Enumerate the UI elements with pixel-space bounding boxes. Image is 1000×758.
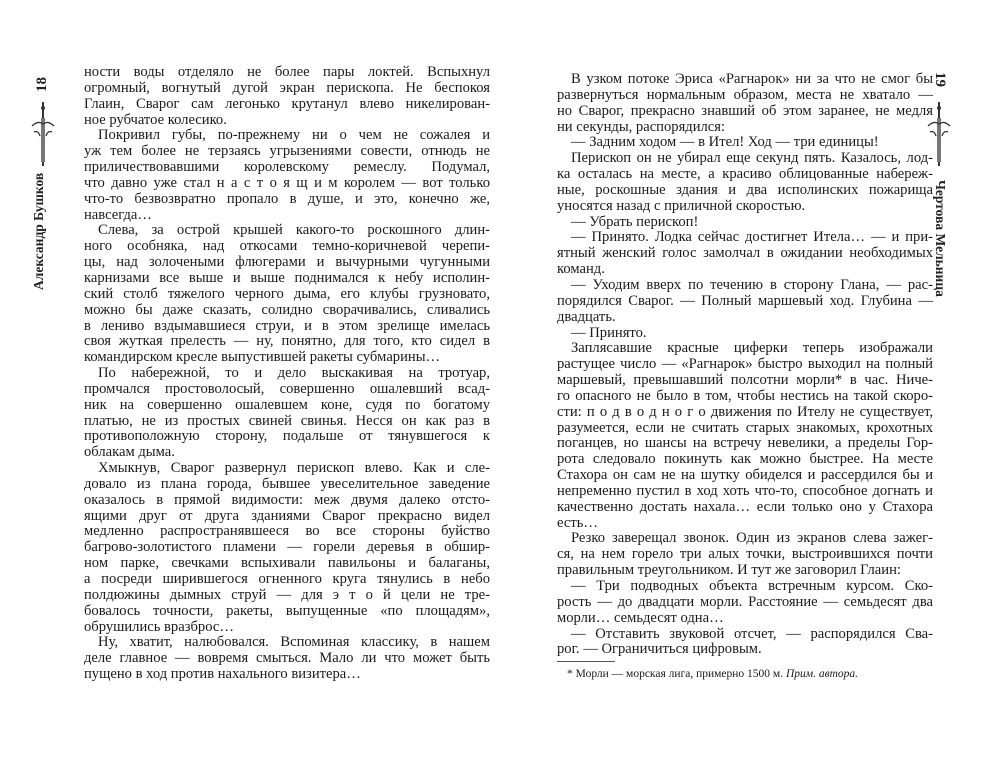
text-line: ные, роскошные здания и два исполинских пожарища [557,182,933,198]
right-running-head [931,180,949,297]
text-line: поганцев, но шансы на встречу невелики, а пределы Гор- [557,436,933,452]
text-line: сти: п о д в о д н о г о движения по Ителу не существует, [557,404,933,420]
text-line: рог. — Ограничиться цифровым. [557,642,762,658]
text-line: деле главное — вовремя смыться. Мало ли что может быть [84,651,490,667]
text-line: Слева, за острой крышей какого-то роскошного длин- [98,223,490,239]
text-line: — Уходим вверх по течению в сторону Глана, — рас- [571,277,933,293]
text-line: — Отставить звуковой отсчет, — распорядился Сва- [571,626,933,642]
text-line: — Принято. Лодка сейчас достигнет Итела… — и при- [571,230,933,246]
text-line: ский столб тяжелого черного дыма, его клубы грузновато, [84,286,490,302]
footnote-note: Прим. автора. [785,668,859,680]
left-page-body [84,65,490,683]
text-line: го опасного не было в том, чтобы нестись на такой скоро- [557,388,933,404]
text-line: пущено в ход против нахального визитера… [84,667,361,683]
text-line: приличествовавшими королевскому ремеслу. Подумал, [84,160,490,176]
right-page-body [557,72,933,658]
paragraph [557,326,933,342]
paragraph [557,72,933,135]
text-line: командирском кресле выпустившей ракеты субмарины… [84,350,441,366]
text-line: что-то безвозвратно пропало в душе, и это, конечно же, [84,191,490,207]
text-line: Глаин, Сварог сам легонько крутанул влево никелирован- [84,96,490,112]
page-number-text: 18 [34,77,50,92]
footnote-divider [557,661,615,662]
text-line: ящими друг от друга зданиями Сварог прекрасно видел [84,508,490,524]
text-line: ка осталась на месте, а красиво облицованные набереж- [557,167,933,183]
text-line: обрушились вразброс… [84,619,234,635]
text-line: Перископ он не убирал еще секунд пять. Казалось, лод- [571,151,933,167]
text-line: правильным треугольником. И тут же заговорил Глаин: [557,563,901,579]
text-line: Ну, хватит, налюбовался. Вспоминая классику, в нашем [98,635,490,651]
text-line: промчался простоволосый, совершенно ошалевший всад- [84,381,490,397]
text-line: уносятся назад с приличной скоростью. [557,198,806,214]
text-line: ности воды отделяло не более пары локтей. Вспыхнул [84,65,490,80]
text-line: а посреди ширившегося огненного круга тянулись в небо [84,572,490,587]
text-line: что давно уже стал н а с т о я щ и м королем — вот только [84,175,490,191]
paragraph [557,531,933,579]
text-line: растущее число — «Рагнарок» быстро выходил на полный [557,357,933,373]
text-line: ятный женский голос замолчал в ожидании необходимых [557,246,933,262]
text-line: команд. [557,262,605,278]
text-line: качественно достать нахала… если только оно у Стахора [557,499,933,515]
text-line: непременно пустил в ход хоть что-то, способное догнать и [557,483,933,499]
text-line: ном парке, свечками вспыхивали павильоны и балаганы, [84,556,490,572]
paragraph [84,461,490,635]
paragraph [84,223,490,366]
text-line: рость — до двадцати морли. Расстояние — семьдесят два [557,594,933,610]
text-line: ни секунды, распорядился: [557,119,726,135]
text-line: двадцать. [557,309,616,325]
text-line: разумеется, если не считать старых знакомых, крохотных [557,420,933,436]
author-name: Александр Бушков [31,172,46,290]
text-line: Хмыкнув, Сварог развернул перископ влево. Как и сле- [98,461,490,477]
text-line: навсегда… [84,207,152,223]
text-line: платью, не из простых свиней свинья. Несся он как раз в [84,413,490,429]
text-line: По набережной, то и дело выскакивая на тротуар, [98,366,490,382]
text-line: Стахора он сам не на шутку обиделся и рассердился бы и [557,468,933,484]
text-line: — Принято. [571,325,647,341]
text-line: уж тем более не терзаясь угрызениями совести, отнюдь не [84,144,490,160]
left-page-number [33,77,51,92]
text-line: ного особняка, над откосами темно-коричневой черепи- [84,239,490,255]
text-line: полдюжины дымных струй — для э т о й цели не тре- [84,587,490,603]
text-line: довало из плана города, бывшее увеселительное заведение [84,476,490,492]
text-line: Резко заверещал звонок. Один из экранов слева зажег- [571,531,933,547]
text-line: Покривил губы, по-прежнему ни о чем не сожалея и [98,128,490,144]
text-line: цы, над золочеными флюгерами и вычурными чугунными [84,255,490,271]
paragraph [84,635,490,683]
right-page-number [931,72,949,87]
text-line: — Убрать перископ! [571,214,699,230]
paragraph [557,579,933,627]
text-line: облакам дыма. [84,445,175,461]
text-line: оказалось в прямой видимости: меж двумя далеко отсто- [84,492,490,508]
book-title: Чертова Мельница [933,180,948,297]
left-running-head [30,173,48,290]
text-line: ся, на нем горело три алых точки, выстроившихся почти [557,547,933,563]
text-line: ное рубчатое колесико. [84,112,227,128]
sword-ornament-icon [28,102,58,168]
text-line: огромный, вогнутый дугой экран перископа. Не беспокоя [84,80,490,96]
text-line: морли… семьдесят одна… [557,610,724,626]
paragraph [84,65,490,128]
text-line: маршевый, превышавший полсотни морли* в час. Ниче- [557,373,933,389]
text-line: развернуться нормальным образом, места не хватало — [557,87,933,103]
text-line: есть… [557,515,598,531]
text-line: рота следовало покинуть как можно быстрее. На месте [557,452,933,468]
text-line: карнизами все выше и выше поднимался к небу исполин- [84,270,490,286]
text-line: медленно распространявшееся во все стороны буйство [84,524,490,540]
paragraph [557,278,933,326]
text-line: В узком потоке Эриса «Рагнарок» ни за что не смог бы [571,72,933,87]
text-line: противоположную сторону, подальше от тянувшегося к [84,429,490,445]
paragraph [557,627,933,659]
paragraph [84,128,490,223]
paragraph [557,215,933,231]
text-line: — Три подводных объекта встречным курсом. Ско- [571,579,933,594]
text-line: бовалось точности, ракеты, выпущенные «по площадям», [84,603,490,619]
paragraph [557,230,933,278]
text-line: багрово-золотистого пламени — горели деревья в обшир- [84,540,490,556]
text-line: своя жуткая прелесть — ну, понятно, для того, кто сидел в [84,334,490,350]
paragraph [557,151,933,214]
paragraph [557,341,933,531]
text-line: порядился Сварог. — Полный маршевый ход. Глубина — [557,293,933,309]
footnote [567,667,858,681]
text-line: ник на совершенно ошалевшем коне, судя по богатому [84,397,490,413]
text-line: но Сварог, прекрасно знавший об этом заранее, не медля [557,103,933,119]
paragraph [557,135,933,151]
footnote-text: * Морли — морская лига, примерно 1500 м. [567,668,786,680]
text-line: можно бы даже сказать, солидно сворачивались, сливались [84,302,490,318]
text-line: Заплясавшие красные циферки теперь изображали [571,341,933,357]
text-line: — Задним ходом — в Ител! Ход — три единицы! [571,135,879,151]
text-line: в лениво вздымавшиеся струи, и в этом зрелище имелась [84,318,490,334]
page-number-text: 19 [932,72,948,87]
paragraph [84,366,490,461]
